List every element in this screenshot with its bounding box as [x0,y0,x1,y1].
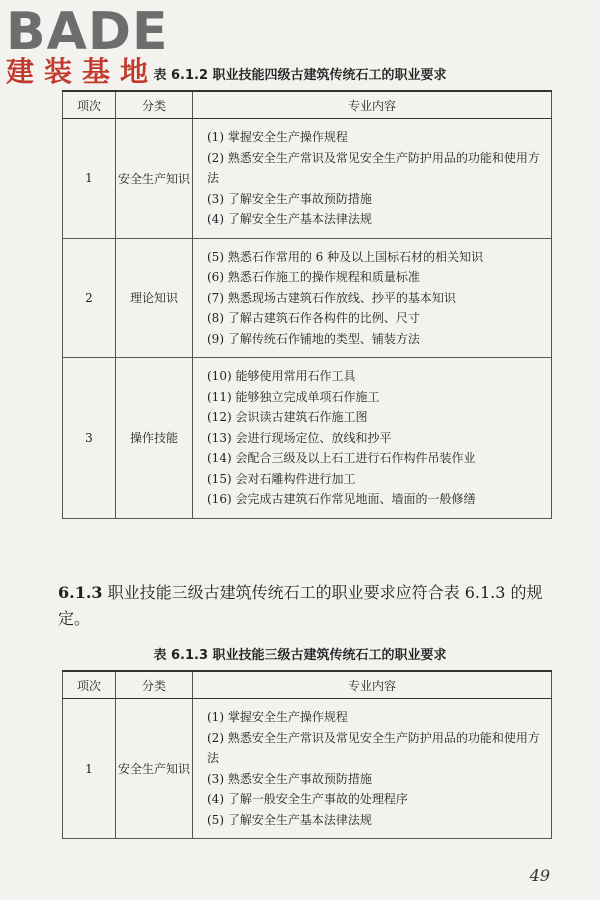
row-content [193,358,552,519]
content-item: (9) 了解传统石作铺地的类型、铺装方法 [207,331,420,346]
content-item: (2) 熟悉安全生产常识及常见安全生产防护用品的功能和使用方法 [207,150,540,185]
column-header: 专业内容 [193,91,552,119]
content-item: (5) 熟悉石作常用的 6 种及以上国标石材的相关知识 [207,249,484,264]
content-item: (4) 了解安全生产基本法律法规 [207,212,372,226]
content-item: (4) 了解一般安全生产事故的处理程序 [207,792,408,806]
content-item: (3) 熟悉安全生产事故预防措施 [207,771,372,786]
table-row [63,238,552,358]
content-item: (1) 掌握安全生产操作规程 [207,130,348,144]
row-category: 操作技能 [116,358,193,519]
row-number: 1 [63,699,116,839]
header-row [63,91,552,119]
table1-caption: 表 6.1.2 职业技能四级古建筑传统石工的职业要求 [153,68,447,83]
content-item: (2) 熟悉安全生产常识及常见安全生产防护用品的功能和使用方法 [207,730,540,765]
clause-text: 职业技能三级古建筑传统石工的职业要求应符合表 6.1.3 的规定。 [58,583,543,628]
table2 [62,670,552,839]
column-header: 分类 [116,91,193,119]
watermark-subtitle: 建装基地 [6,55,159,88]
table-row [63,119,552,239]
row-number: 1 [63,119,116,239]
row-number: 3 [63,358,116,519]
column-header: 专业内容 [193,671,552,699]
content-item: (12) 会识读古建筑石作施工图 [207,410,368,424]
row-content [193,699,552,839]
header-row [63,671,552,699]
row-category: 安全生产知识 [116,699,193,839]
content-item: (1) 掌握安全生产操作规程 [207,710,348,724]
clause-number: 6.1.3 [58,583,103,602]
content-item: (14) 会配合三级及以上石工进行石作构件吊装作业 [207,451,476,465]
content-item: (3) 了解安全生产事故预防措施 [207,191,372,206]
table2-caption: 表 6.1.3 职业技能三级古建筑传统石工的职业要求 [153,648,447,663]
content-item: (8) 了解古建筑石作各构件的比例、尺寸 [207,311,420,325]
row-category: 安全生产知识 [116,119,193,239]
content-item: (7) 熟悉现场古建筑石作放线、抄平的基本知识 [207,290,456,305]
content-item: (10) 能够使用常用石作工具 [207,369,356,383]
content-item: (6) 熟悉石作施工的操作规程和质量标准 [207,270,420,284]
column-header: 项次 [63,671,116,699]
watermark-brand: BADE [6,2,169,62]
table1 [62,90,552,519]
page-number: 49 [529,866,550,885]
content-item: (15) 会对石雕构件进行加工 [207,471,356,486]
row-content [193,119,552,239]
clause-6-1-3 [58,580,558,632]
content-item: (16) 会完成古建筑石作常见地面、墙面的一般修缮 [207,492,476,506]
content-item: (13) 会进行现场定位、放线和抄平 [207,430,392,445]
row-content [193,238,552,358]
table-row [63,699,552,839]
row-category: 理论知识 [116,238,193,358]
column-header: 分类 [116,671,193,699]
table-row [63,358,552,519]
row-number: 2 [63,238,116,358]
content-item: (5) 了解安全生产基本法律法规 [207,812,372,827]
content-item: (11) 能够独立完成单项石作施工 [207,389,380,404]
column-header: 项次 [63,91,116,119]
